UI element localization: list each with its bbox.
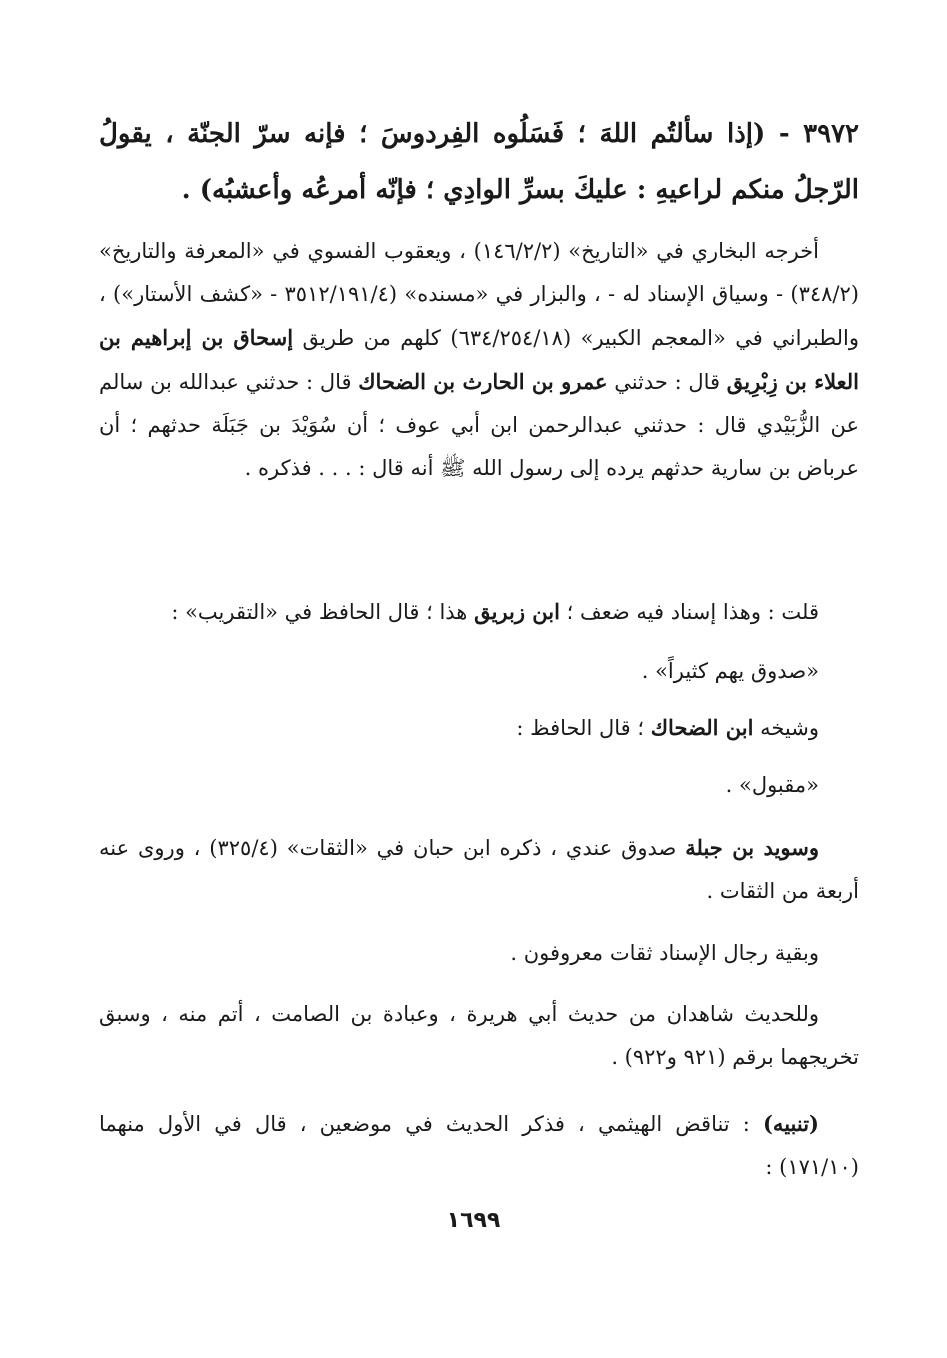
narrator-name-2: عمرو بن الحارث بن الضحاك — [358, 369, 608, 394]
takhrij-text-3: قال : حدثني عبدالله بن سالم عن الزُّبَيْدي قال : حدثني عبدالرحمن ابن أبي عوف ؛ أن سُوَيْدَ بن جَبَلَة حدثهم ؛ أن عرباض بن سارية حدثهم يرده إلى رسول الله ﷺ أنه قال : . . . فذكره . — [99, 370, 859, 480]
quote-2: «مقبول» . — [725, 773, 819, 797]
comment2-name: ابن الضحاك — [650, 715, 754, 740]
takhrij-text-2: قال : حدثني — [607, 370, 727, 394]
hadith-body: - (إذا سألتُم اللهَ ؛ فَسَلُوه الفِردوسَ ؛ فإنه سرّ الجنّة ، يقولُ الرّجلُ منكم لراعيهِ : عليكَ بسرِّ الوادِي ؛ فإنّه أمرعُه وأعشبُه) . — [99, 119, 859, 205]
takhrij-paragraph — [99, 230, 859, 490]
takhrij-text-1: أخرجه البخاري في «التاريخ» (١٤٦/٢/٢) ، ويعقوب الفسوي في «المعرفة والتاريخ» (٣٤٨/٢) - وسياق الإسناد له - ، والبزار في «مسنده» (٣٥١٢/١٩١/٤ - «كشف الأستار») ، والطبراني في «المعجم الكبير» (٦٣٤/٢٥٤/١٨) كلهم من طريق — [99, 239, 859, 350]
hadith-text — [99, 106, 859, 218]
page-number: ١٦٩٩ — [446, 1208, 501, 1233]
comment-paragraph-2 — [99, 706, 859, 750]
comment2-text-1: وشيخه — [753, 716, 819, 740]
comment1-name: ابن زبريق — [474, 599, 560, 624]
comment3-name: وسويد بن جبلة — [685, 835, 820, 860]
note-label: (تنبيه) — [763, 1111, 819, 1136]
comment1-text-2: هذا ؛ قال الحافظ في «التقريب» : — [171, 600, 475, 624]
narrator-name-1: إسحاق بن إبراهيم بن العلاء بن زِبْرِيق — [99, 325, 860, 394]
comment-paragraph-6 — [99, 1102, 859, 1189]
comment2-text-2: ؛ قال الحافظ : — [516, 716, 651, 740]
quote-1: «صدوق يهم كثيراً» . — [641, 659, 819, 683]
comment-paragraph-4: وبقية رجال الإسناد ثقات معروفون . — [510, 941, 819, 965]
comment-paragraph-5: وللحديث شاهدان من حديث أبي هريرة ، وعبادة بن الصامت ، أتم منه ، وسبق تخريجهما برقم (٩٢١ و٩٢٢) . — [99, 1002, 859, 1069]
comment1-text-1: قلت : وهذا إسناد فيه ضعف ؛ — [559, 600, 819, 624]
comment-paragraph-3 — [99, 826, 859, 913]
comment-paragraph-1 — [99, 590, 859, 634]
comment3-text: صدوق عندي ، ذكره ابن حبان في «الثقات» (٣٢٥/٤) ، وروى عنه أربعة من الثقات . — [99, 836, 859, 903]
hadith-number: ٣٩٧٢ — [803, 119, 859, 149]
note-text: : تناقض الهيثمي ، فذكر الحديث في موضعين ، قال في الأول منهما (١٧١/١٠) : — [99, 1112, 859, 1179]
